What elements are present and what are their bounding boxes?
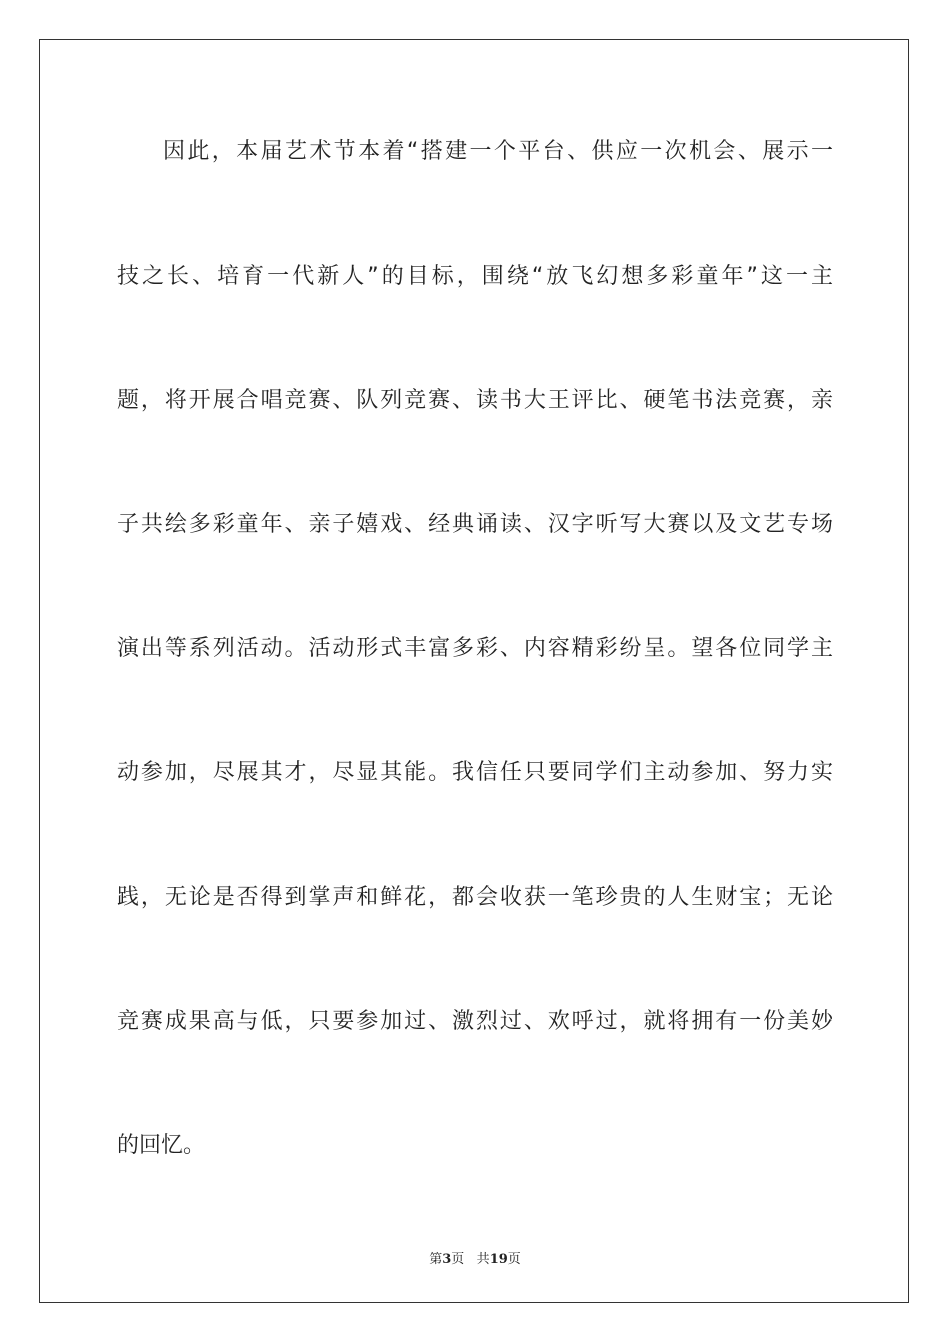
total-prefix: 共 (476, 1252, 490, 1267)
paragraph-line: 动参加，尽展其才，尽显其能。我信任只要同学们主动参加、努力实 (117, 760, 833, 785)
total-pages: 19 (489, 1252, 508, 1267)
page-prefix: 第 (429, 1252, 443, 1267)
paragraph-line: 因此，本届艺术节本着“搭建一个平台、供应一次机会、展示一 (163, 139, 833, 164)
total-suffix: 页 (507, 1252, 521, 1267)
paragraph-line: 竞赛成果高与低，只要参加过、激烈过、欢呼过，就将拥有一份美妙 (117, 1009, 833, 1034)
paragraph-line: 演出等系列活动。活动形式丰富多彩、内容精彩纷呈。望各位同学主 (117, 636, 833, 661)
page-number: 3 (442, 1252, 452, 1267)
paragraph-line: 的回忆。 (117, 1133, 206, 1158)
page-frame (39, 39, 909, 1303)
paragraph-line: 技之长、培育一代新人”的目标，围绕“放飞幻想多彩童年”这一主 (117, 264, 833, 289)
paragraph-line: 践，无论是否得到掌声和鲜花，都会收获一笔珍贵的人生财宝；无论 (117, 885, 833, 910)
page-footer (0, 1248, 950, 1267)
paragraph-line: 题，将开展合唱竞赛、队列竞赛、读书大王评比、硬笔书法竞赛，亲 (117, 388, 833, 413)
page-suffix: 页 (451, 1252, 465, 1267)
paragraph-line: 子共绘多彩童年、亲子嬉戏、经典诵读、汉字听写大赛以及文艺专场 (117, 512, 833, 537)
